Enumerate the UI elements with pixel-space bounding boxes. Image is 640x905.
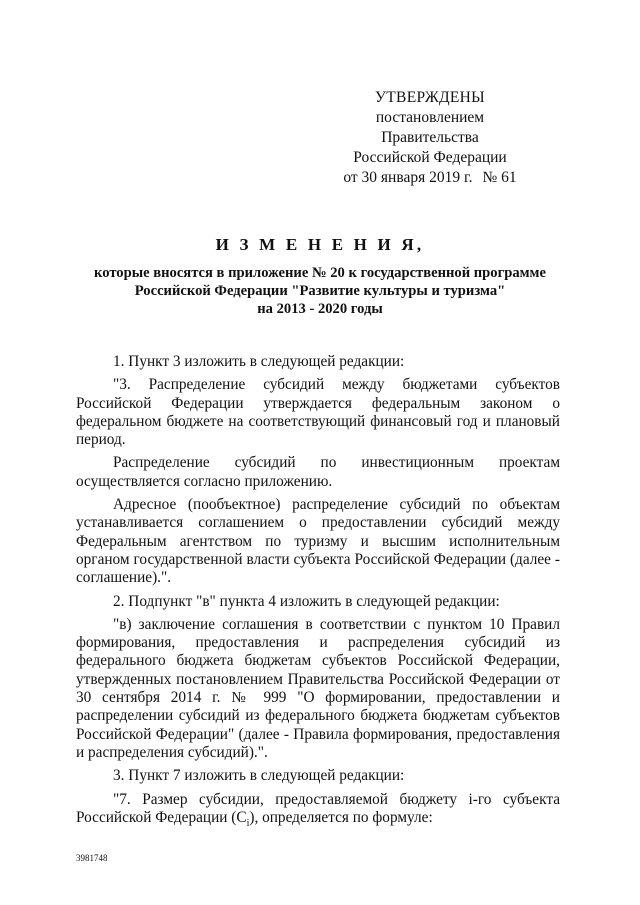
paragraph-3: Распределение субсидий по инвестиционным проектам осуществляется согласно приложению. — [76, 454, 560, 490]
approval-line-1: постановлением Правительства — [375, 109, 485, 146]
approval-line-2: Российской Федерации — [353, 149, 507, 166]
approval-block — [330, 88, 530, 188]
paragraph-7: 3. Пункт 7 изложить в следующей редакции: — [113, 767, 405, 785]
document-subtitle — [0, 264, 640, 318]
paragraph-2: "3. Распределение субсидий между бюджетами субъектов Российской Федерации утверждается федеральным законом о федеральном бюджете на соответствующий финансовый год и плановый период. — [76, 376, 560, 449]
document-code: 3981748 — [76, 853, 108, 863]
paragraph-8-tail: ), определяется по формуле: — [249, 808, 433, 826]
document-body — [76, 353, 560, 833]
paragraph-8 — [76, 791, 560, 834]
subscript-i: i — [246, 817, 250, 829]
approval-date-line — [330, 168, 530, 188]
paragraph-5: 2. Подпункт "в" пункта 4 изложить в следующей редакции: — [113, 592, 500, 610]
subtitle-line-3: на 2013 - 2020 годы — [257, 301, 383, 317]
approval-date: от 30 января 2019 г. — [343, 169, 473, 186]
paragraph-4: Адресное (пообъектное) распределение субсидий по объектам устанавливается соглашением о предоставлении субсидий между Федеральным агентством по туризму и высшим исполнительным органом государственной власти субъекта Российской Федерации (далее - соглашение).". — [76, 496, 560, 587]
approval-number: № 61 — [482, 169, 517, 186]
approval-title: УТВЕРЖДЕНЫ — [375, 89, 485, 106]
paragraph-1: 1. Пункт 3 изложить в следующей редакции: — [113, 353, 405, 370]
paragraph-8-text: "7. Размер субсидии, предоставляемой бюджету i-го субъекта Российской Федерации (С — [76, 790, 560, 826]
subtitle-line-1: которые вносятся в приложение № 20 к государственной программе — [94, 265, 546, 281]
subtitle-line-2: Российской Федерации "Развитие культуры и туризма" — [134, 283, 506, 299]
paragraph-6: "в) заключение соглашения в соответствии с пунктом 10 Правил формирования, предоставления и распределения субсидий из федерального бюджета бюджетам субъектов Российской Федерации, утвержденных постановлением Правительства Российской Федерации от 30 сентября 2014 г. № 999 "О формировании, предоставлении и распределении субсидий из федерального бюджета бюджетам субъектов Российской Федерации" (далее - Правила формирования, предоставления и распределения субсидий).". — [76, 615, 560, 761]
document-title: И З М Е Н Е Н И Я, — [215, 235, 425, 254]
